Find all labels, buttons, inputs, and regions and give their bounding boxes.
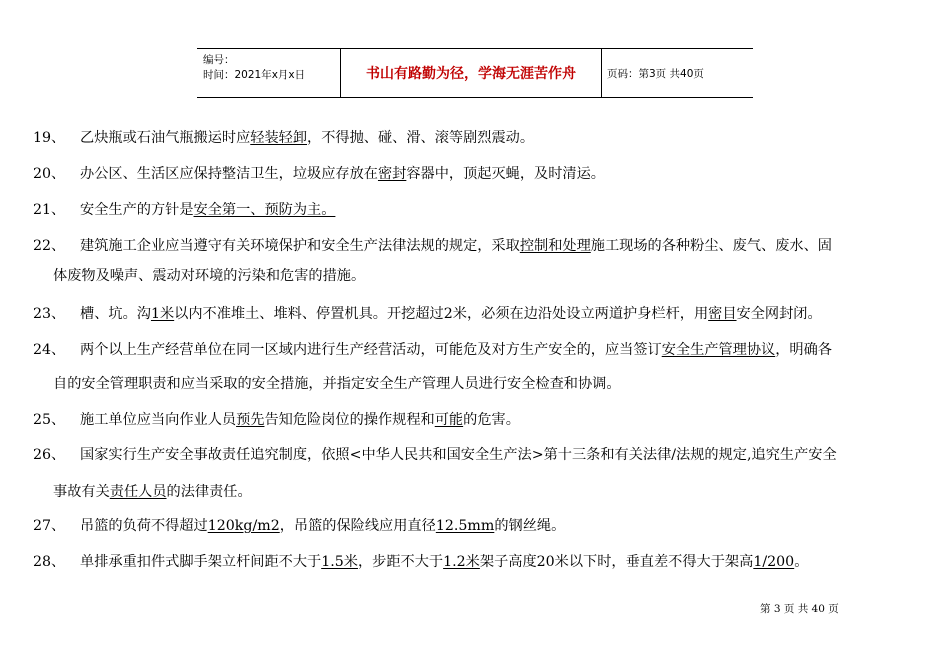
item-text: 槽、坑。沟1米以内不准堆土、堆料、停置机具。开挖超过2米，必须在边沿处设立两道护身栏杆，用密目安全网封闭。 — [80, 306, 822, 322]
item-number: 20、 — [33, 166, 66, 182]
item-continuation: 事故有关责任人员的法律责任。 — [53, 484, 252, 500]
header-motto-cell — [340, 49, 602, 97]
item-number: 26、 — [33, 447, 66, 463]
item-text: 乙炔瓶或石油气瓶搬运时应轻装轻卸，不得抛、碰、滑、滚等剧烈震动。 — [80, 130, 535, 146]
page-footer: 第 3 页 共 40 页 — [760, 603, 839, 615]
item-number: 22、 — [33, 238, 66, 254]
document-header — [197, 48, 753, 98]
item-number: 25、 — [33, 412, 66, 428]
number-label: 编号： — [203, 54, 235, 66]
item-text: 办公区、生活区应保持整洁卫生，垃圾应存放在密封容器中，顶起灭蝇，及时清运。 — [80, 166, 605, 182]
header-meta-cell — [197, 49, 340, 97]
item-text: 单排承重扣件式脚手架立杆间距不大于1.5米，步距不大于1.2米架子高度20米以下时，垂直差不得大于架高1/200。 — [80, 554, 809, 570]
item-number: 27、 — [33, 518, 66, 534]
motto: 书山有路勤为径，学海无涯苦作舟 — [366, 66, 576, 82]
item-text: 施工单位应当向作业人员预先告知危险岗位的操作规程和可能的危害。 — [80, 412, 520, 428]
item-text: 安全生产的方针是安全第一、预防为主。 — [80, 202, 336, 218]
header-page-cell — [601, 49, 753, 97]
item-number: 21、 — [33, 202, 66, 218]
item-text: 建筑施工企业应当遵守有关环境保护和安全生产法律法规的规定，采取控制和处理施工现场的各种粉尘、废气、废水、固 — [80, 238, 832, 254]
time-label: 时间：2021年x月x日 — [203, 69, 306, 81]
item-text: 吊篮的负荷不得超过120kg/m2，吊篮的保险线应用直径12.5mm的钢丝绳。 — [80, 518, 566, 534]
page-code: 页码：第3页 共40页 — [607, 68, 704, 80]
item-text: 国家实行生产安全事故责任追究制度，依照<中华人民共和国安全生产法>第十三条和有关法律/法规的规定,追究生产安全 — [80, 447, 837, 463]
item-number: 23、 — [33, 306, 66, 322]
item-continuation: 体废物及噪声、震动对环境的污染和危害的措施。 — [53, 268, 366, 284]
item-number: 24、 — [33, 342, 66, 358]
item-number: 19、 — [33, 130, 66, 146]
item-continuation: 自的安全管理职责和应当采取的安全措施，并指定安全生产管理人员进行安全检查和协调。 — [53, 376, 621, 392]
item-number: 28、 — [33, 554, 66, 570]
item-text: 两个以上生产经营单位在同一区域内进行生产经营活动，可能危及对方生产安全的，应当签订安全生产管理协议，明确各 — [80, 342, 832, 358]
